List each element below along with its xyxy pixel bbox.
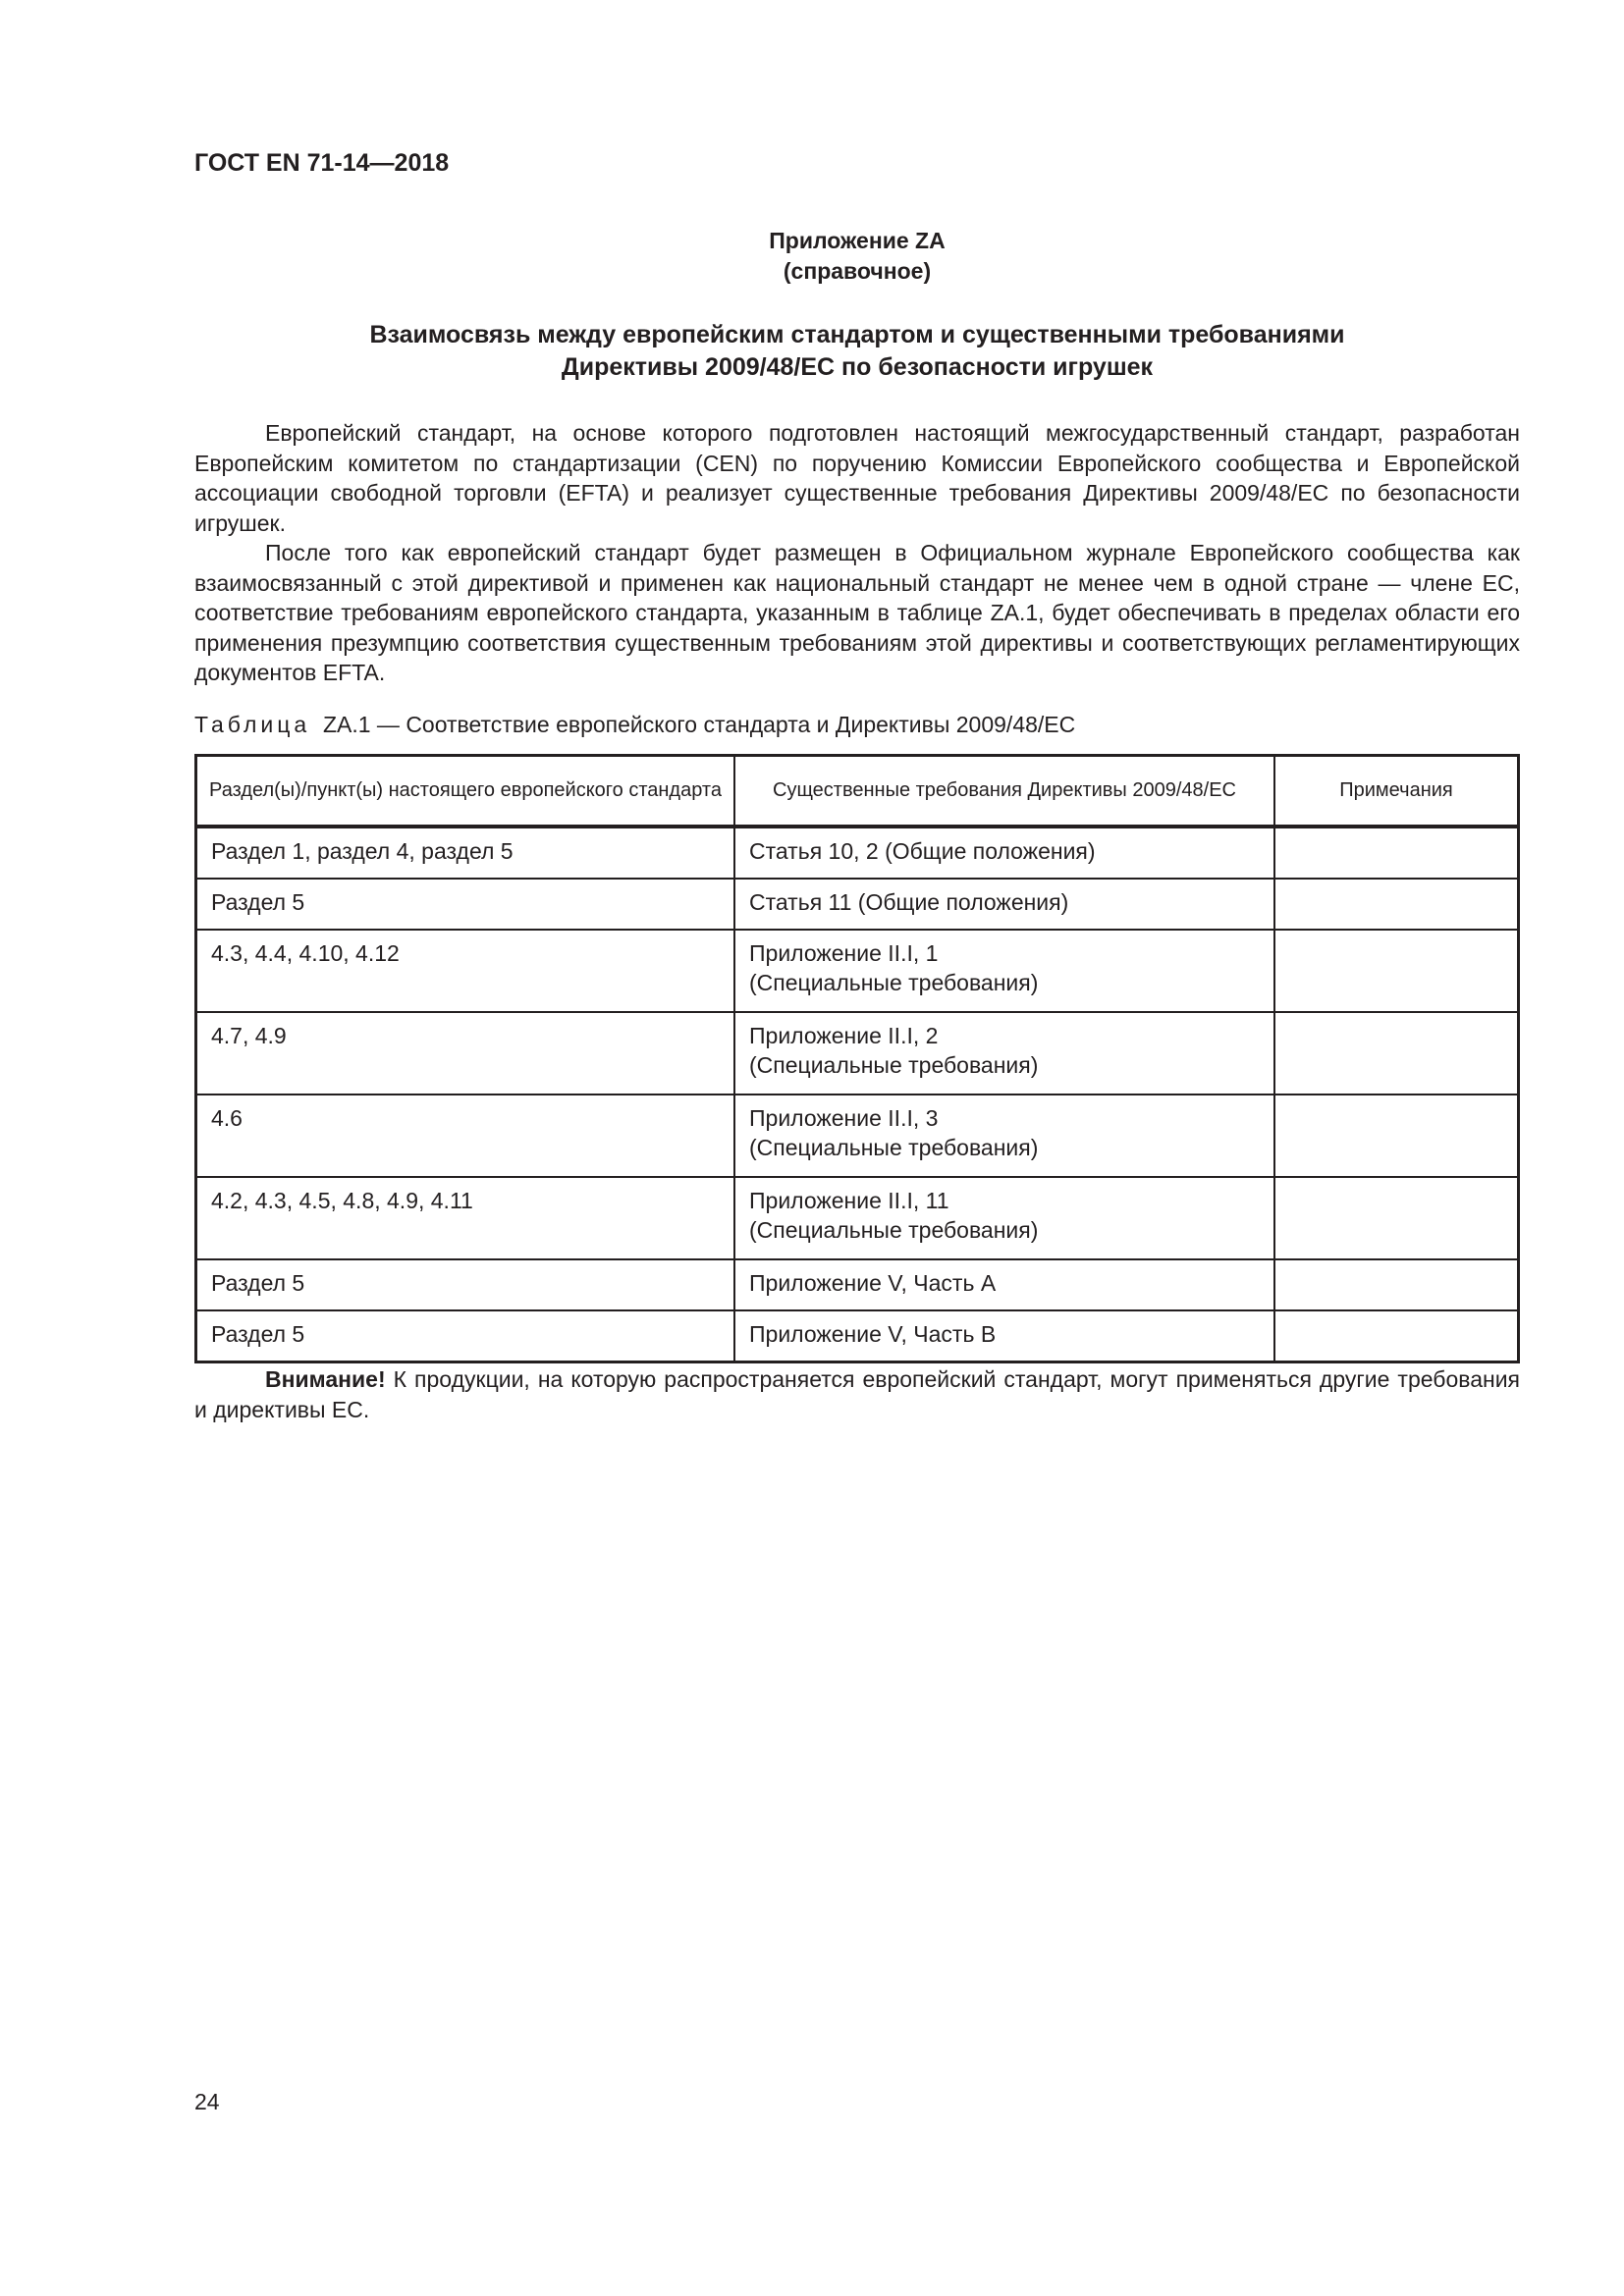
attention-note xyxy=(194,1364,1520,1424)
correspondence-table xyxy=(194,754,1520,1363)
cell-requirement xyxy=(734,1012,1274,1095)
cell-requirement xyxy=(734,930,1274,1012)
requirement-line: Статья 10, 2 (Общие положения) xyxy=(749,838,1096,864)
requirement-line: Приложение II.I, 11 xyxy=(749,1188,949,1213)
requirement-line: Статья 11 (Общие положения) xyxy=(749,889,1069,915)
cell-requirement xyxy=(734,1095,1274,1177)
table-row xyxy=(196,930,1519,1012)
table-caption-prefix: Таблица xyxy=(194,712,311,737)
annex-label: Приложение ZA xyxy=(769,228,946,253)
table-row xyxy=(196,879,1519,930)
table-row xyxy=(196,827,1519,879)
cell-requirement xyxy=(734,1177,1274,1259)
cell-requirement xyxy=(734,1259,1274,1310)
cell-notes xyxy=(1274,879,1519,930)
annex-kind: (справочное) xyxy=(783,258,932,284)
requirement-line: (Специальные требования) xyxy=(749,1135,1039,1160)
cell-requirement xyxy=(734,827,1274,879)
requirement-line: Приложение V, Часть А xyxy=(749,1270,997,1296)
table-caption xyxy=(194,712,1075,738)
table-row xyxy=(196,1012,1519,1095)
requirement-line: (Специальные требования) xyxy=(749,970,1039,995)
table-row xyxy=(196,1259,1519,1310)
cell-section: Раздел 5 xyxy=(196,1259,735,1310)
paragraph: После того как европейский стандарт будет размещен в Официальном журнале Европейского сообщества как взаимосвязанный с этой директивой и применен как национальный стандарт не менее чем в одной стране — члене ЕС, соответствие требованиям европейского стандарта, указанным в таблице ZA.1, будет обеспечивать в пределах области его применения презумпцию соответствия существенным требованиям этой директивы и соответствующих регламентирующих документов EFTA. xyxy=(194,540,1520,685)
attention-label: Внимание! xyxy=(265,1366,386,1392)
cell-section: 4.2, 4.3, 4.5, 4.8, 4.9, 4.11 xyxy=(196,1177,735,1259)
attention-text: К продукции, на которую распространяется европейский стандарт, могут применяться другие требования и директивы ЕС. xyxy=(194,1366,1520,1422)
cell-requirement xyxy=(734,1310,1274,1362)
table-row xyxy=(196,1177,1519,1259)
table-header-row xyxy=(196,756,1519,828)
requirement-line: Приложение II.I, 2 xyxy=(749,1023,939,1048)
cell-requirement xyxy=(734,879,1274,930)
cell-notes xyxy=(1274,1259,1519,1310)
cell-notes xyxy=(1274,1310,1519,1362)
column-header-requirements: Существенные требования Директивы 2009/48/ЕС xyxy=(734,756,1274,828)
table-caption-text: ZA.1 — Соответствие европейского стандарта и Директивы 2009/48/ЕС xyxy=(322,712,1076,737)
cell-notes xyxy=(1274,930,1519,1012)
cell-section: Раздел 1, раздел 4, раздел 5 xyxy=(196,827,735,879)
table-row xyxy=(196,1310,1519,1362)
cell-section: Раздел 5 xyxy=(196,879,735,930)
requirement-line: (Специальные требования) xyxy=(749,1217,1039,1243)
requirement-line: Приложение II.I, 1 xyxy=(749,940,939,966)
cell-section: 4.7, 4.9 xyxy=(196,1012,735,1095)
column-header-notes: Примечания xyxy=(1274,756,1519,828)
cell-notes xyxy=(1274,827,1519,879)
annex-title-line1: Взаимосвязь между европейским стандартом и существенными требованиями xyxy=(369,321,1345,348)
paragraph: Европейский стандарт, на основе которого подготовлен настоящий межгосударственный стандарт, разработан Европейским комитетом по стандартизации (CEN) по поручению Комиссии Европейского сообщества и Европейской ассоциации свободной торговли (EFTA) и реализует существенные требования Директивы 2009/48/ЕС по безопасности игрушек. xyxy=(194,420,1520,536)
column-header-section: Раздел(ы)/пункт(ы) настоящего европейского стандарта xyxy=(196,756,735,828)
requirement-line: (Специальные требования) xyxy=(749,1052,1039,1078)
document-id: ГОСТ EN 71-14—2018 xyxy=(194,149,450,177)
cell-section: 4.6 xyxy=(196,1095,735,1177)
page-number: 24 xyxy=(194,2089,220,2114)
requirement-line: Приложение V, Часть В xyxy=(749,1321,997,1347)
cell-notes xyxy=(1274,1012,1519,1095)
annex-title-line2: Директивы 2009/48/ЕС по безопасности игрушек xyxy=(561,353,1154,381)
requirement-line: Приложение II.I, 3 xyxy=(749,1105,939,1131)
table-row xyxy=(196,1095,1519,1177)
cell-notes xyxy=(1274,1177,1519,1259)
cell-section: Раздел 5 xyxy=(196,1310,735,1362)
cell-notes xyxy=(1274,1095,1519,1177)
cell-section: 4.3, 4.4, 4.10, 4.12 xyxy=(196,930,735,1012)
